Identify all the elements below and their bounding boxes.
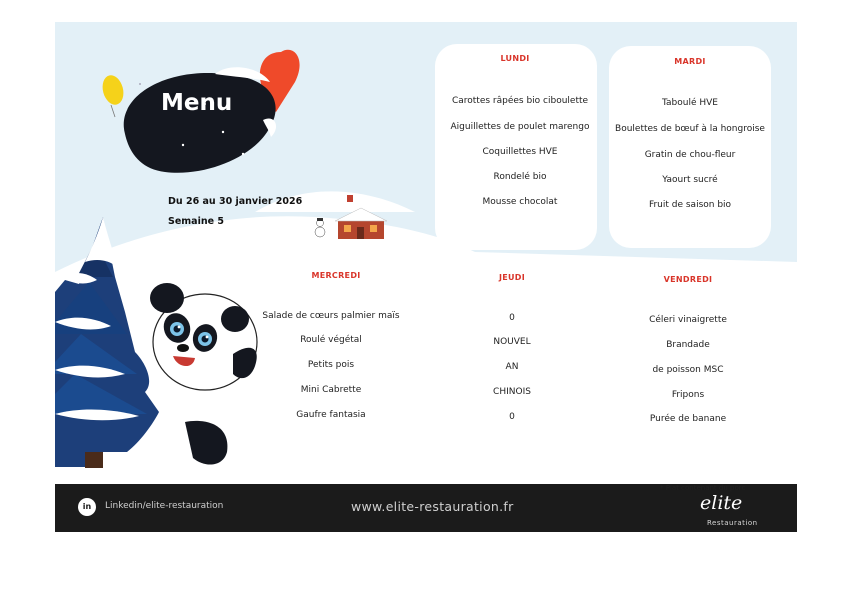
vendredi-dish: Purée de banane — [649, 414, 727, 424]
menu-sheet — [55, 22, 797, 534]
menu-title: Menu — [161, 90, 233, 116]
linkedin-icon[interactable]: in — [78, 498, 96, 516]
mardi-dish: Yaourt sucré — [662, 175, 718, 185]
linkedin-link[interactable]: Linkedin/elite-restauration — [105, 501, 224, 511]
jeudi-dish: NOUVEL — [493, 337, 531, 347]
day-title-jeudi: JEUDI — [498, 273, 526, 282]
website-link[interactable]: www.elite-restauration.fr — [351, 499, 514, 514]
vendredi-dish: Céleri vinaigrette — [649, 315, 727, 325]
lundi-dish: Coquillettes HVE — [482, 147, 558, 157]
pork-footnote: * Plat contenant du porc — [660, 484, 746, 492]
brand-logo: elite — [700, 492, 743, 514]
mardi-dish: Gratin de chou-fleur — [644, 150, 736, 160]
lundi-dish: Rondelé bio — [493, 172, 547, 182]
menu-dates: Du 26 au 30 janvier 2026 — [168, 196, 303, 207]
jeudi-dish: 0 — [509, 412, 515, 422]
mardi-dish: Fruit de saison bio — [648, 200, 732, 210]
vendredi-dish: Fripons — [671, 390, 705, 400]
mercredi-dish: Roulé végétal — [300, 335, 362, 345]
brand-subtitle: Restauration — [707, 519, 758, 527]
mercredi-dish: Mini Cabrette — [300, 385, 362, 395]
vendredi-dish: de poisson MSC — [652, 365, 724, 375]
menu-week-number: Semaine 5 — [168, 216, 224, 227]
mardi-dish: Taboulé HVE — [662, 98, 718, 108]
lundi-dish: Carottes râpées bio ciboulette — [451, 96, 589, 106]
jeudi-dish: 0 — [509, 313, 515, 323]
mardi-card — [609, 46, 771, 248]
mercredi-dish: Gaufre fantasia — [296, 410, 366, 420]
day-title-vendredi: VENDREDI — [663, 275, 713, 284]
lundi-dish: Mousse chocolat — [482, 197, 558, 207]
mercredi-dish: Salade de cœurs palmier maïs — [262, 311, 400, 321]
mercredi-dish: Petits pois — [307, 360, 355, 370]
vendredi-dish: Brandade — [666, 340, 710, 350]
day-title-mardi: MARDI — [674, 57, 706, 66]
day-title-lundi: LUNDI — [500, 54, 530, 63]
day-title-mercredi: MERCREDI — [311, 271, 361, 280]
lundi-dish: Aiguillettes de poulet marengo — [450, 122, 590, 132]
jeudi-dish: CHINOIS — [493, 387, 531, 397]
jeudi-dish: AN — [505, 362, 519, 372]
mardi-dish: Boulettes de bœuf à la hongroise — [615, 124, 765, 134]
